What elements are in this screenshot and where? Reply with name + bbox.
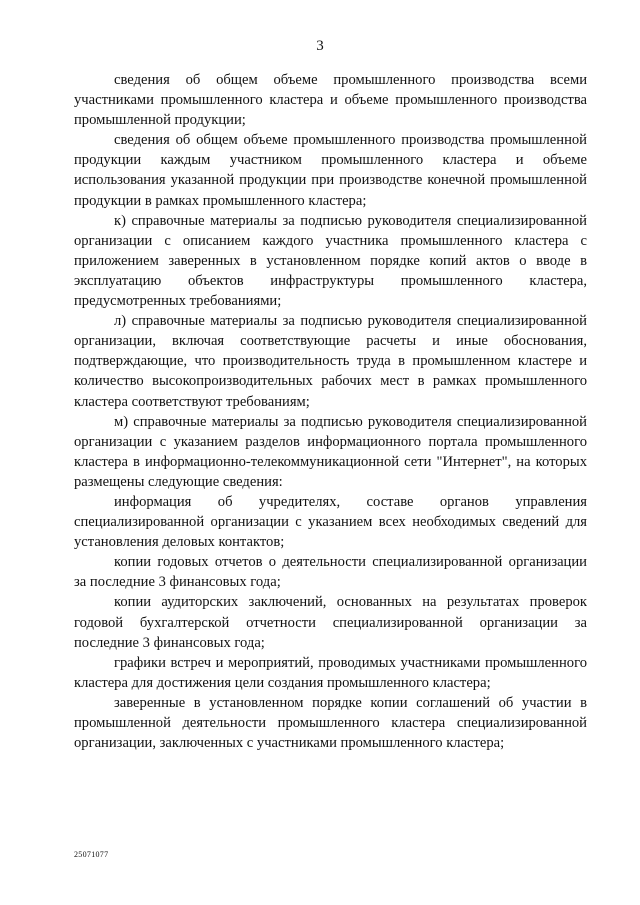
document-body (74, 70, 587, 753)
paragraph-annual-reports: копии годовых отчетов о деятельности специализированной организации за последние 3 финансовых года; (74, 554, 587, 591)
paragraph-agreement-copies: заверенные в установленном порядке копии соглашений об участии в промышленной деятельности промышленного кластера специализированной организации, заключенных с участниками промышленного кластера; (74, 694, 587, 752)
paragraph-audit-reports: копии аудиторских заключений, основанных на результатах проверок годовой бухгалтерской отчетности специализированной организации за последние 3 финансовых года; (74, 594, 587, 651)
paragraph-meeting-schedules: графики встреч и мероприятий, проводимых участниками промышленного кластера для достижения цели создания промышленного кластера; (74, 654, 587, 691)
paragraph-item-k: к) справочные материалы за подписью руководителя специализированной организации с описанием каждого участника промышленного кластера с приложением заверенных в установленном порядке копий актов о вводе в эксплуатацию объектов инфраструктуры промышленного кластера, предусмотренных требованиями; (74, 212, 587, 310)
paragraph-founders-info: информация об учредителях, составе органов управления специализированной организации с указанием всех необходимых сведений для установления деловых контактов; (74, 493, 587, 551)
document-code: 25071077 (74, 850, 109, 859)
paragraph-production-volume: сведения об общем объеме промышленного производства всеми участниками промышленного кластера и объеме промышленного производства промышленной продукции; (74, 72, 587, 129)
paragraph-item-l: л) справочные материалы за подписью руководителя специализированной организации, включая соответствующие расчеты и иные обоснования, подтверждающие, что производительность труда в промышленном кластере и количество высокопроизводительных рабочих мест в рамках промышленного кластера соответствуют требованиям; (74, 313, 587, 410)
paragraph-participant-volume: сведения об общем объеме промышленного производства промышленной продукции каждым участником промышленного кластера и объеме использования указанной продукции при производстве конечной промышленной продукции в рамках промышленного кластера; (74, 132, 587, 209)
page-number: 3 (316, 38, 324, 54)
paragraph-item-m: м) справочные материалы за подписью руководителя специализированной организации с указанием разделов информационного портала промышленного кластера в информационно-телекоммуникационной сети "Интернет", на которых размещены следующие сведения: (74, 413, 587, 490)
